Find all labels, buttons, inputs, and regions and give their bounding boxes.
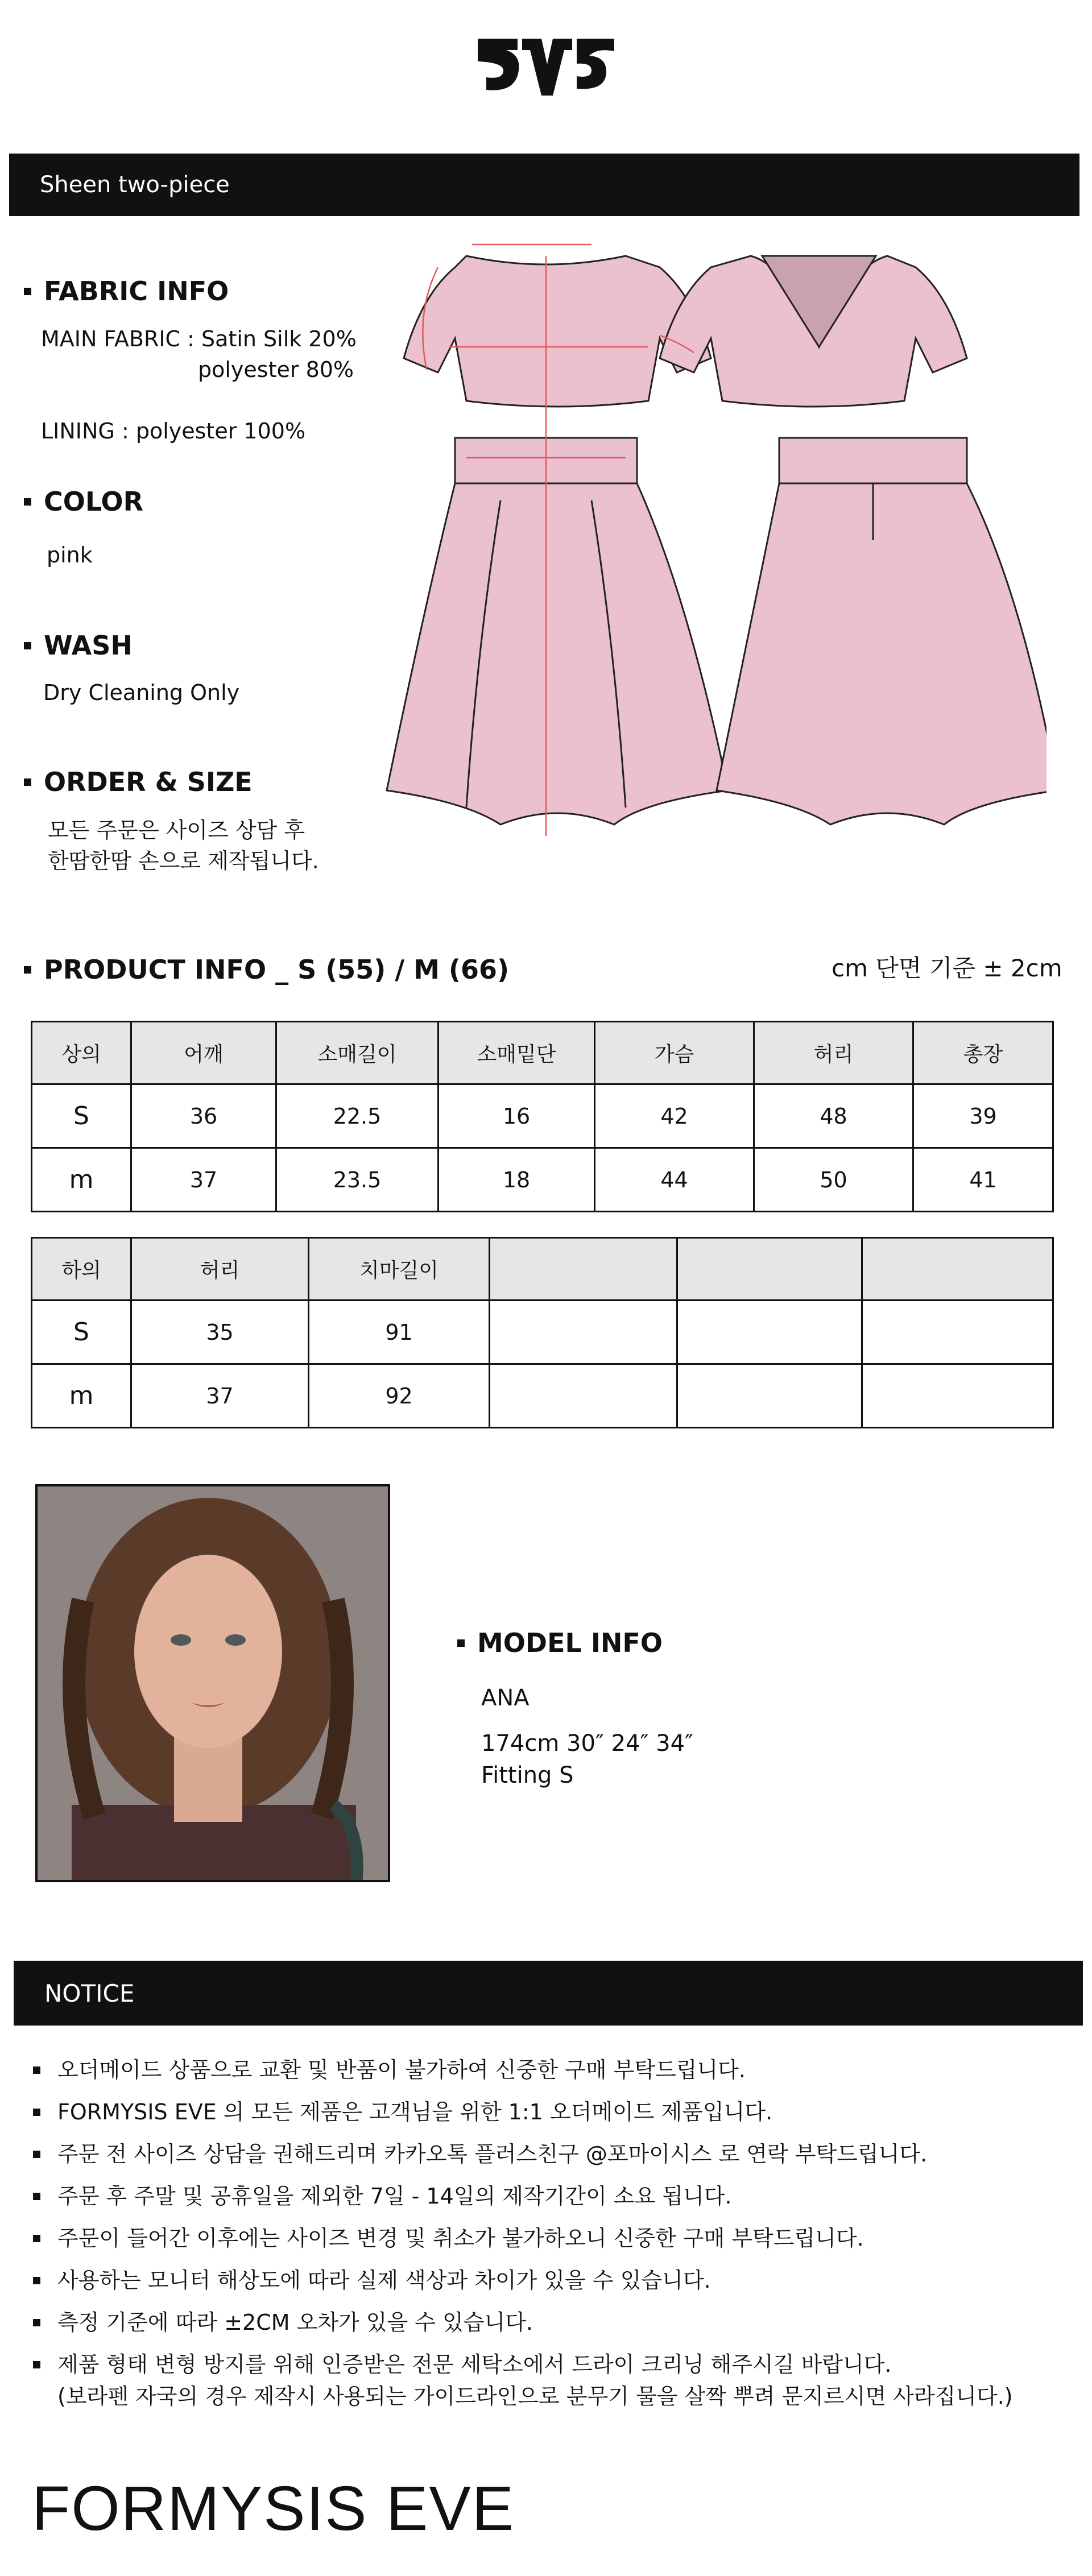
table-row xyxy=(32,1301,1053,1364)
table-cell: 42 xyxy=(595,1084,754,1148)
notice-text: 사용하는 모니터 해상도에 따라 실제 색상과 차이가 있을 수 있습니다. xyxy=(57,2268,711,2293)
table-header-cell: 어깨 xyxy=(131,1022,276,1084)
notice-list xyxy=(33,2054,1068,2422)
bullet-icon xyxy=(33,2235,40,2242)
list-item xyxy=(33,2096,1068,2128)
table-cell: 44 xyxy=(595,1148,754,1212)
bottom-size-table xyxy=(31,1237,1054,1428)
table-header-row xyxy=(32,1238,1053,1301)
notice-heading: NOTICE xyxy=(44,1979,135,2007)
list-item xyxy=(33,2222,1068,2254)
table-cell: 37 xyxy=(131,1148,276,1212)
table-cell: S xyxy=(32,1084,131,1148)
bullet-icon xyxy=(33,2109,40,2116)
table-cell: 16 xyxy=(439,1084,595,1148)
bullet-icon xyxy=(457,1639,465,1647)
product-title: Sheen two-piece xyxy=(40,172,230,198)
notice-text: 주문 후 주말 및 공휴일을 제외한 7일 - 14일의 제작기간이 소요 됩니다. xyxy=(57,2184,732,2209)
bullet-icon xyxy=(24,498,31,506)
bullet-icon xyxy=(33,2066,40,2074)
table-cell: S xyxy=(32,1301,131,1364)
main-fabric-line2: polyester 80% xyxy=(198,357,354,382)
bullet-icon xyxy=(24,966,31,974)
bullet-icon xyxy=(24,778,31,786)
model-fitting: Fitting S xyxy=(481,1762,574,1788)
color-value: pink xyxy=(47,542,93,568)
table-cell: 36 xyxy=(131,1084,276,1148)
table-cell: 48 xyxy=(754,1084,913,1148)
table-header-row xyxy=(32,1022,1053,1084)
main-fabric-line1: MAIN FABRIC : Satin Silk 20% xyxy=(41,326,357,351)
product-title-bar xyxy=(9,154,1079,216)
table-header-cell: 치마길이 xyxy=(309,1238,490,1301)
table-cell: 41 xyxy=(913,1148,1053,1212)
model-info-heading xyxy=(457,1627,663,1658)
table-cell: 91 xyxy=(309,1301,490,1364)
product-info-heading xyxy=(24,954,509,985)
table-header-cell: 허리 xyxy=(754,1022,913,1084)
wash-value: Dry Cleaning Only xyxy=(43,680,240,705)
brand-logo xyxy=(472,27,620,96)
table-header-cell xyxy=(490,1238,677,1301)
order-size-heading xyxy=(24,767,253,797)
table-cell: 50 xyxy=(754,1148,913,1212)
table-cell xyxy=(490,1301,677,1364)
table-row xyxy=(32,1364,1053,1428)
table-cell xyxy=(862,1301,1053,1364)
notice-text: 제품 형태 변형 방지를 위해 인증받은 전문 세탁소에서 드라이 크리닝 해주시길 바랍니다. (보라펜 자국의 경우 제작시 사용되는 가이드라인으로 분무기 물을 살짝 뿌려 문지르시면 사라집니다.) xyxy=(57,2352,1013,2409)
footer-brand: FORMYSIS EVE xyxy=(32,2474,515,2544)
bullet-icon xyxy=(24,288,31,295)
table-cell: 18 xyxy=(439,1148,595,1212)
table-header-cell xyxy=(677,1238,862,1301)
wash-label: WASH xyxy=(44,630,133,661)
lining-info: LINING : polyester 100% xyxy=(41,419,306,444)
model-portrait-image xyxy=(38,1486,388,1880)
list-item xyxy=(33,2180,1068,2212)
table-header-cell: 소매길이 xyxy=(276,1022,439,1084)
table-cell: m xyxy=(32,1364,131,1428)
notice-text: 측정 기준에 따라 ±2CM 오차가 있을 수 있습니다. xyxy=(57,2310,533,2335)
table-cell: 23.5 xyxy=(276,1148,439,1212)
table-header-cell: 하의 xyxy=(32,1238,131,1301)
list-item xyxy=(33,2138,1068,2170)
table-header-cell xyxy=(862,1238,1053,1301)
list-item xyxy=(33,2054,1068,2086)
model-name: ANA xyxy=(481,1685,530,1711)
bullet-icon xyxy=(33,2277,40,2284)
wash-heading xyxy=(24,630,133,661)
bullet-icon xyxy=(33,2319,40,2326)
top-size-table xyxy=(31,1021,1054,1212)
bullet-icon xyxy=(33,2193,40,2200)
model-measurements: 174cm 30″ 24″ 34″ xyxy=(481,1730,693,1757)
table-cell: 35 xyxy=(131,1301,309,1364)
table-cell xyxy=(490,1364,677,1428)
order-line1: 모든 주문은 사이즈 상담 후 xyxy=(48,818,305,843)
table-cell xyxy=(677,1301,862,1364)
table-header-cell: 가슴 xyxy=(595,1022,754,1084)
notice-text: 주문이 들어간 이후에는 사이즈 변경 및 취소가 불가하오니 신중한 구매 부탁드립니다. xyxy=(57,2226,864,2251)
model-photo xyxy=(35,1484,390,1882)
table-header-cell: 허리 xyxy=(131,1238,309,1301)
order-line2: 한땀한땀 손으로 제작됩니다. xyxy=(48,848,319,873)
table-row xyxy=(32,1148,1053,1212)
table-cell: 39 xyxy=(913,1084,1053,1148)
table-cell xyxy=(862,1364,1053,1428)
list-item xyxy=(33,2306,1068,2338)
notice-bar xyxy=(14,1961,1083,2026)
table-header-cell: 소매밑단 xyxy=(439,1022,595,1084)
fabric-info-heading xyxy=(24,276,229,307)
color-heading xyxy=(24,486,143,517)
table-cell: 92 xyxy=(309,1364,490,1428)
table-cell: 37 xyxy=(131,1364,309,1428)
notice-text: FORMYSIS EVE 의 모든 제품은 고객님을 위한 1:1 오더메이드 제품입니다. xyxy=(57,2099,773,2124)
table-header-cell: 총장 xyxy=(913,1022,1053,1084)
bullet-icon xyxy=(33,2361,40,2368)
list-item xyxy=(33,2349,1068,2412)
fabric-info-label: FABRIC INFO xyxy=(44,276,229,307)
product-info-label: PRODUCT INFO _ S (55) / M (66) xyxy=(44,954,509,985)
notice-text: 오더메이드 상품으로 교환 및 반품이 불가하여 신중한 구매 부탁드립니다. xyxy=(57,2057,746,2082)
table-row xyxy=(32,1084,1053,1148)
notice-text: 주문 전 사이즈 상담을 권해드리며 카카오톡 플러스친구 @포마이시스 로 연락 부탁드립니다. xyxy=(57,2142,928,2167)
table-cell xyxy=(677,1364,862,1428)
bullet-icon xyxy=(33,2151,40,2158)
model-info-label: MODEL INFO xyxy=(477,1627,663,1658)
garment-flat-sketch xyxy=(353,233,1046,916)
table-cell: m xyxy=(32,1148,131,1212)
color-label: COLOR xyxy=(44,486,144,517)
list-item xyxy=(33,2264,1068,2296)
bullet-icon xyxy=(24,642,31,649)
table-cell: 22.5 xyxy=(276,1084,439,1148)
order-size-label: ORDER & SIZE xyxy=(44,767,253,797)
table-header-cell: 상의 xyxy=(32,1022,131,1084)
measurement-note: cm 단면 기준 ± 2cm xyxy=(832,954,1062,982)
